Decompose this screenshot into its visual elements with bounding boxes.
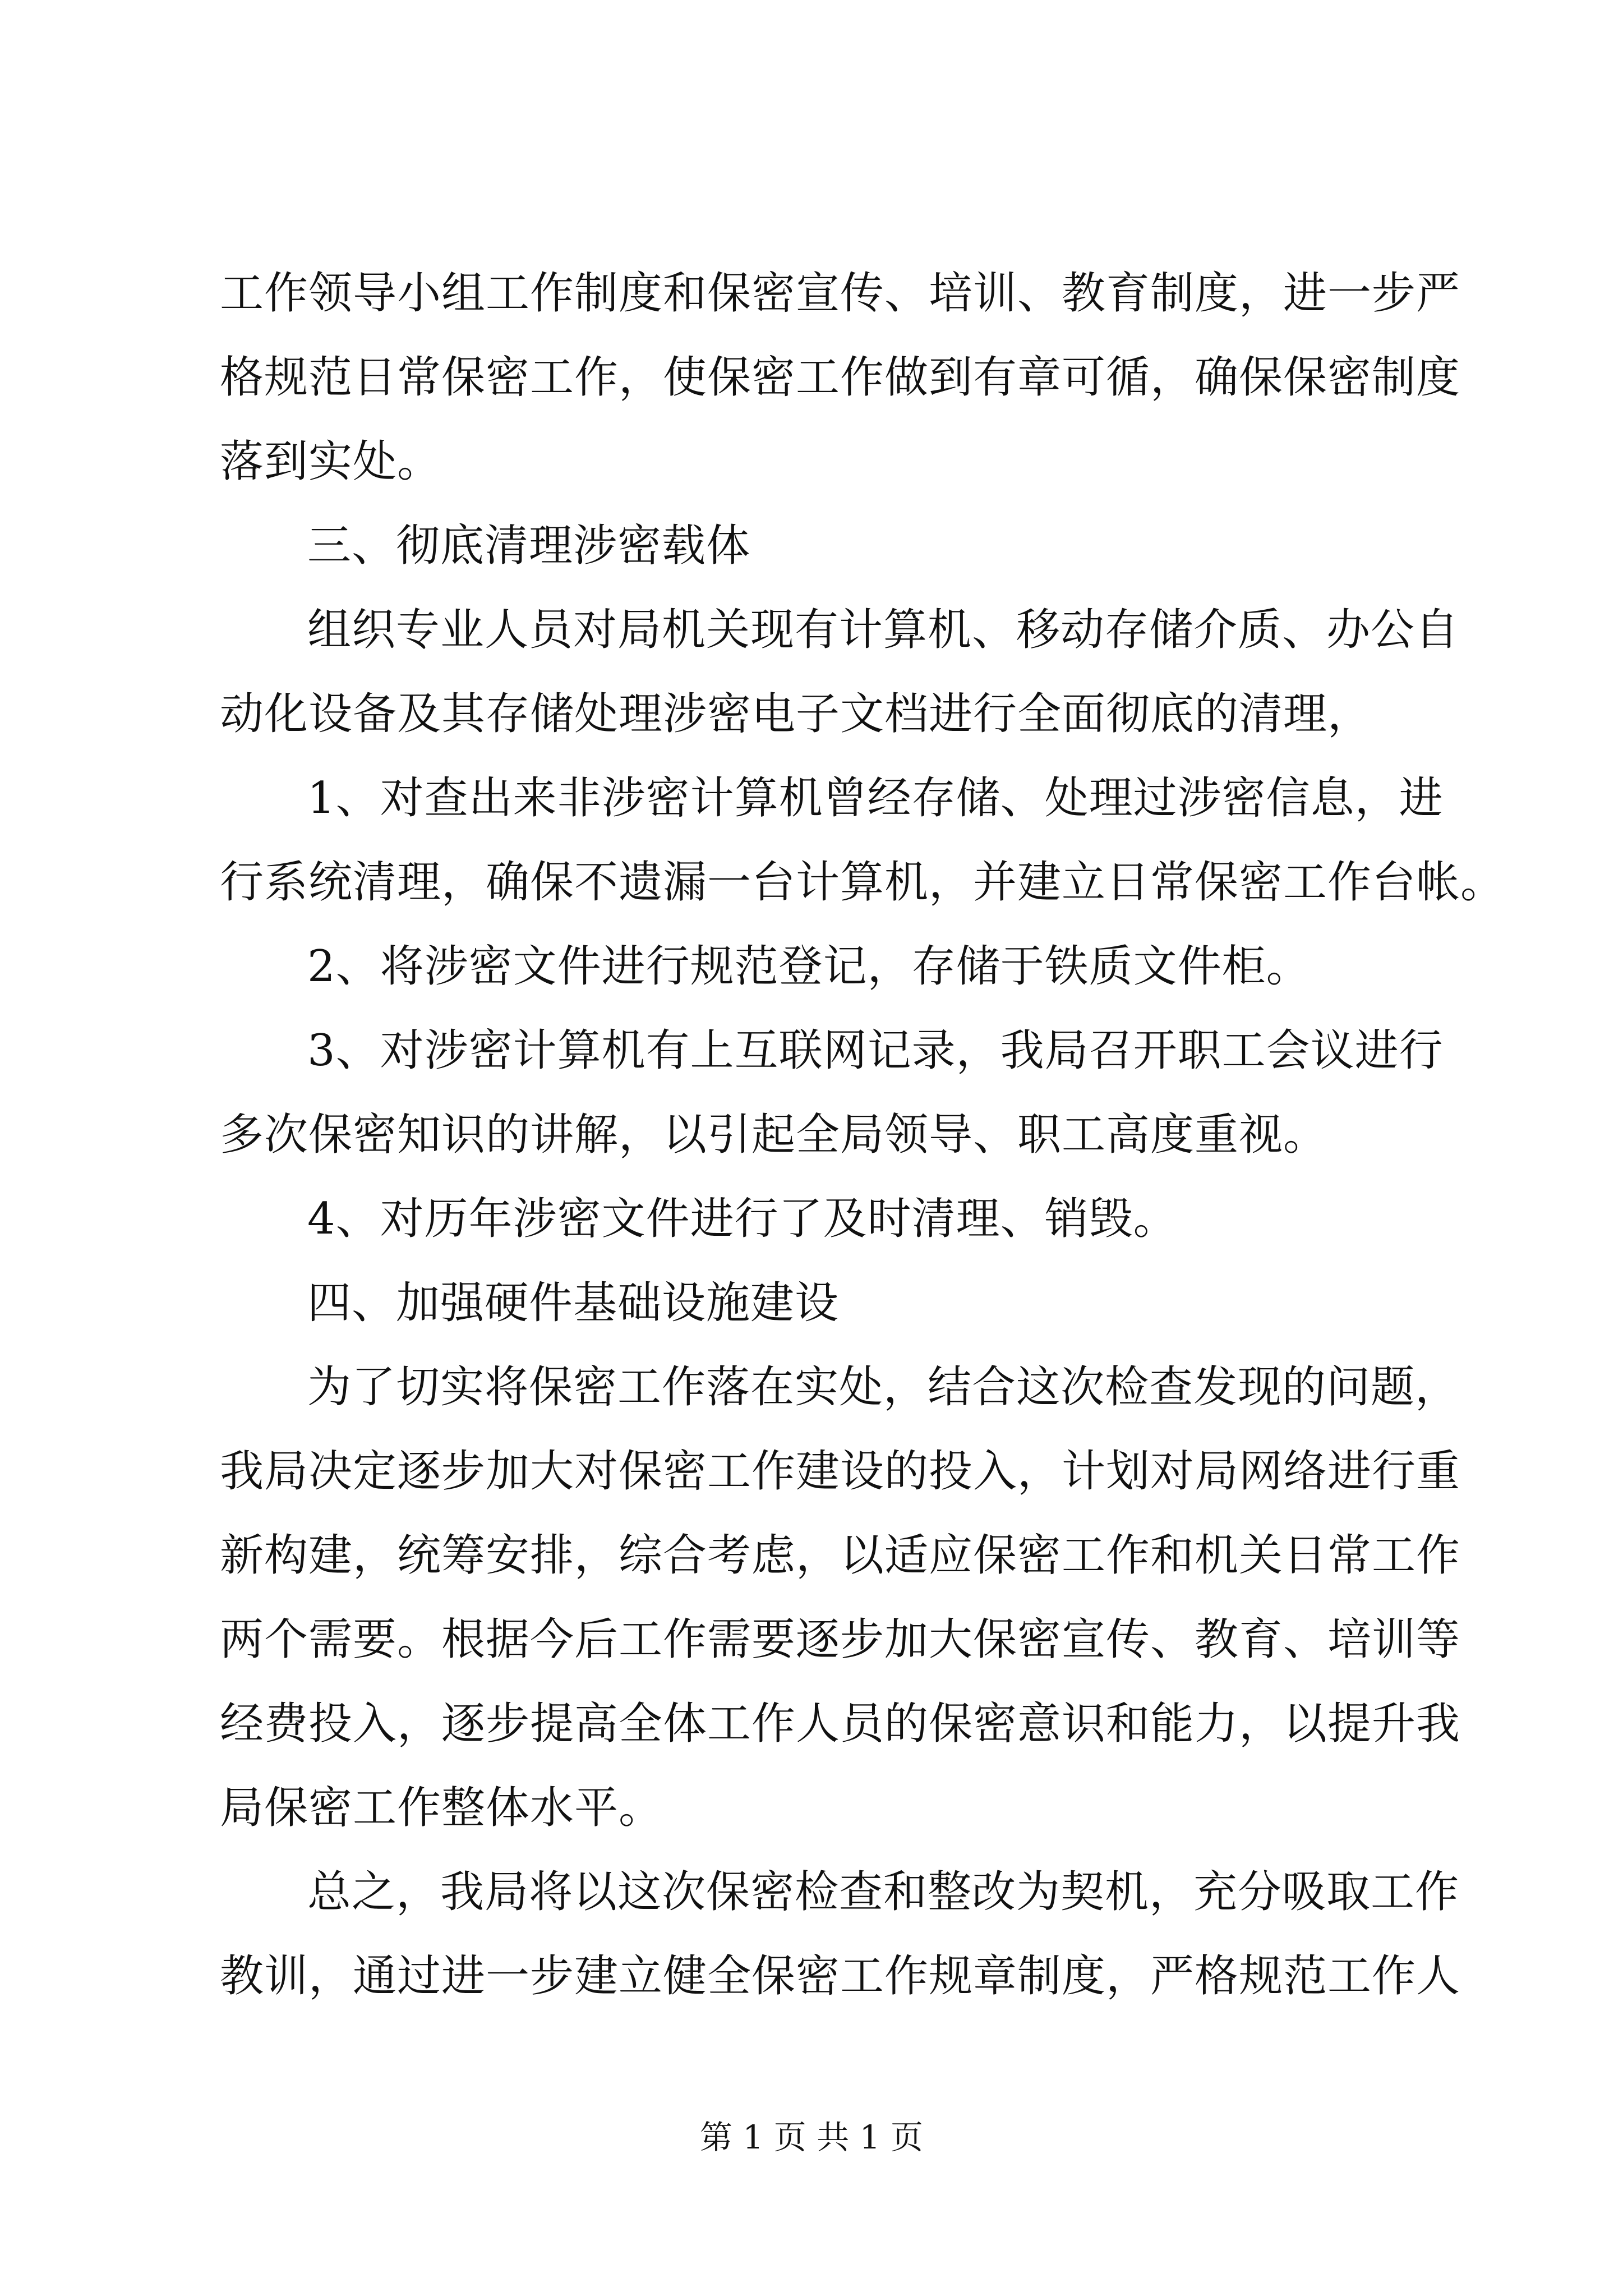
list-item: 4、对历年涉密文件进行了及时清理、销毁。	[307, 1194, 1178, 1244]
list-item: 2、将涉密文件进行规范登记，存储于铁质文件柜。	[307, 941, 1311, 992]
text-line: 为了切实将保密工作落在实处，结合这次检查发现的问题，	[307, 1362, 1460, 1412]
text-line: 组织专业人员对局机关现有计算机、移动存储介质、办公自	[307, 605, 1460, 655]
text-line: 工作领导小组工作制度和保密宣传、培训、教育制度，进一步严	[220, 268, 1461, 319]
list-item: 3、对涉密计算机有上互联网记录，我局召开职工会议进行	[307, 1025, 1444, 1076]
page-number-label: 第 1 页 共 1 页	[700, 2118, 923, 2156]
text-line: 行系统清理，确保不遗漏一台计算机，并建立日常保密工作台帐。	[220, 857, 1505, 908]
list-item: 1、对查出来非涉密计算机曾经存储、处理过涉密信息，进	[307, 773, 1444, 823]
section-heading: 四、加强硬件基础设施建设	[307, 1278, 840, 1328]
text-line: 教训，通过进一步建立健全保密工作规章制度，严格规范工作人	[220, 1951, 1461, 2001]
text-line: 多次保密知识的讲解，以引起全局领导、职工高度重视。	[220, 1110, 1328, 1160]
text-line: 两个需要。根据今后工作需要逐步加大保密宣传、教育、培训等	[220, 1614, 1461, 1665]
text-line: 局保密工作整体水平。	[220, 1783, 663, 1833]
text-line: 新构建，统筹安排，综合考虑，以适应保密工作和机关日常工作	[220, 1530, 1461, 1581]
text-line: 动化设备及其存储处理涉密电子文档进行全面彻底的清理，	[220, 689, 1372, 739]
text-line: 总之，我局将以这次保密检查和整改为契机，充分吸取工作	[307, 1867, 1460, 1917]
text-line: 我局决定逐步加大对保密工作建设的投入，计划对局网络进行重	[220, 1446, 1461, 1497]
page-footer	[0, 2115, 1623, 2160]
text-line: 经费投入，逐步提高全体工作人员的保密意识和能力，以提升我	[220, 1699, 1461, 1749]
document-body	[220, 251, 1505, 2018]
text-line: 落到实处。	[220, 436, 442, 487]
text-line: 格规范日常保密工作，使保密工作做到有章可循，确保保密制度	[220, 352, 1461, 403]
section-heading: 三、彻底清理涉密载体	[307, 521, 751, 571]
